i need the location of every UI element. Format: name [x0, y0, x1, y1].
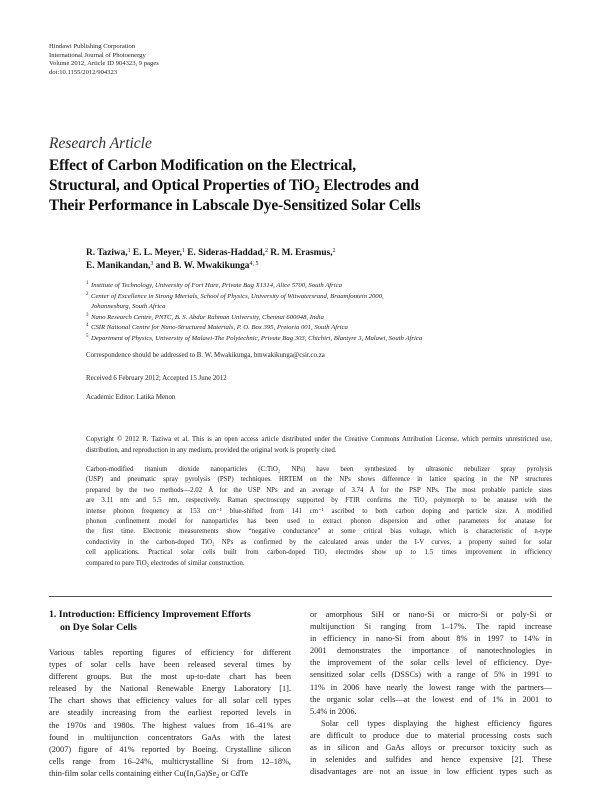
received-dates: Received 6 February 2012; Accepted 15 June 2012	[86, 375, 227, 382]
section-divider	[49, 596, 552, 597]
body-line: the organic solar cells—at the lowest end of 1% in 2001 to	[310, 694, 552, 704]
title-line	[49, 176, 549, 196]
body-line: in efficiency in nano-Si from about 8% in 1997 to 14% in	[310, 634, 552, 644]
affiliation-mark: 1	[127, 248, 131, 254]
affiliation-item	[86, 292, 422, 303]
affiliation-mark: 2	[264, 248, 268, 254]
doi[interactable]: doi:10.1155/2012/904323	[49, 68, 118, 76]
publisher-name: Hindawi Publishing Corporation	[49, 43, 136, 50]
body-line: different groups. But the most up-to-date chart has been	[49, 672, 291, 682]
body-line: 5.4% in 2006.	[310, 706, 357, 716]
author-name[interactable]: E. L. Meyer,	[130, 248, 182, 258]
body-line: in selenides and sulfides and hence expensive [2]. These	[310, 755, 552, 765]
journal-name: International Journal of Photoenergy	[49, 51, 146, 59]
abstract-line: cell applications. Practical solar cells built from carbon-doped TiO₂ electrodes show up to 1.5 times improvement in efficiency	[86, 549, 552, 557]
abstract-line: conductivity in the carbon-doped TiO₂ NPs as confirmed by the calculated areas under the I-V curves, a property suited for solar	[86, 538, 552, 546]
article-title	[49, 156, 549, 216]
affiliation-text: Institute of Technology, University of Fort Hare, Private Bag X1314, Alice 5700, South Africa	[91, 282, 342, 289]
abstract-line: are 3.11 nm and 5.5 nm, respectively. Raman spectroscopy supported by FTIR confirms the TiO₂ polymorph to be anatase with the	[86, 497, 552, 505]
abstract-line: compared to pure TiO₂ electrodes of similar construction.	[86, 559, 245, 567]
affiliation-item	[86, 313, 422, 324]
journal-header	[49, 43, 159, 77]
body-line: types of solar cells have been released several times by	[49, 660, 291, 670]
article-type: Research Article	[49, 135, 152, 152]
body-line: (2007) figure of 41% reported by Boeing. Crystalline silicon	[49, 744, 291, 754]
body-line: sensitized solar cells (DSSCs) with a range of 5% in 1991 to	[310, 670, 552, 680]
body-line: are difficult to produce due to material processing costs such	[310, 730, 552, 740]
author-name[interactable]: R. Taziwa,	[86, 248, 128, 258]
title-line: Their Performance in Labscale Dye-Sensitized Solar Cells	[49, 197, 421, 214]
abstract-line: Carbon-modified titanium dioxide nanoparticles (C:TiO₂ NPs) have been synthesized by ultrasonic nebulizer spray pyrolysis	[86, 466, 552, 473]
title-line: Effect of Carbon Modification on the Electrical,	[49, 157, 356, 174]
body-text: or CdTe	[219, 768, 249, 778]
author-list	[86, 247, 336, 274]
affiliation-text: Nano Research Centre, PNTC, B. S. Abdur Rahman University, Chennai 600048, India	[91, 313, 324, 321]
body-column-left	[49, 647, 291, 780]
affiliation-number: 4	[86, 323, 89, 329]
title-subscript: 2	[314, 185, 320, 196]
affiliation-list	[86, 281, 422, 345]
body-line: cells range from 16–24%, multicrystalline Si from 12–18%,	[49, 756, 291, 766]
body-line: the improvement of the solar cells level of efficiency. Dye-	[310, 658, 552, 668]
copyright-notice: Copyright © 2012 R. Taziwa et al. This is an open access article distributed under the Creative Commons Attribution License, which permits unrestricted use, distribution, and reproduction in any medium, provided the original work is properly cited.	[86, 436, 552, 454]
volume-info: Volume 2012, Article ID 904323, 9 pages	[49, 60, 159, 68]
affiliation-continuation: Johannesburg, South Africa	[91, 303, 166, 311]
affiliation-item	[86, 323, 422, 334]
body-line: 11% in 2006 have nearly the lowest range with the partners—	[310, 682, 552, 692]
affiliation-number: 2	[86, 291, 89, 297]
author-name[interactable]: E. Sideras-Haddad,	[184, 248, 265, 258]
body-line	[49, 768, 291, 780]
body-line: multijunction Si ranging from 1–17%. The rapid increase	[310, 622, 552, 632]
body-line: Solar cell types displaying the highest efficiency figures	[321, 718, 552, 728]
body-subscript: 2	[216, 773, 220, 780]
heading-line: on Dye Solar Cells	[60, 622, 137, 633]
heading-line: 1. Introduction: Efficiency Improvement Efforts	[49, 609, 251, 620]
abstract-line: the first time. Electronic measurements show “negative conductance” at some critical bias voltage, which is characteristic of n-type	[86, 528, 552, 536]
body-line: the 1970s and 1980s. The highest values from 16–41% are	[49, 720, 291, 730]
author-name[interactable]: and B. W. Mwakikunga	[153, 261, 250, 272]
abstract-line: phonon confinement model for nanoparticles has been used to extract phonon dispersion and other parameters for anatase for	[86, 518, 552, 526]
body-line: found in multijunction concentrators GaAs with the latest	[49, 732, 291, 742]
affiliation-mark: 2	[332, 248, 336, 254]
body-line: disadvantages are not an issue in low efficient types such as	[310, 767, 552, 777]
correspondence[interactable]: Correspondence should be addressed to B. W. Mwakikunga, bmwakikunga@csir.co.za	[86, 352, 325, 359]
body-line: as in silicon and GaAs alloys or precursor toxicity such as	[310, 743, 552, 753]
body-line: released by the National Renewable Energy Laboratory [1].	[49, 684, 291, 694]
body-text: thin-film solar cells containing either Cu(In,Ga)Se	[49, 768, 217, 778]
abstract-line: (USP) and pneumatic spray pyrolysis (PSP) techniques. HRTEM on the NPs shows difference in lattice spacing in the NP structures	[86, 476, 552, 484]
author-line	[86, 260, 336, 273]
author-name[interactable]: E. Manikandan,	[86, 261, 151, 272]
author-line	[86, 247, 336, 260]
affiliation-item	[86, 281, 422, 292]
affiliation-mark: 3	[150, 261, 154, 268]
body-line: Various tables reporting figures of efficiency for different	[49, 648, 291, 657]
body-line: 2001 demonstrates the importance of nanotechnologies in	[310, 646, 552, 656]
affiliation-mark: 1	[181, 248, 185, 254]
affiliation-text: Center of Excellence in Strong Mterials, School of Physics, University of Witwatersrand, Braamfontein 2000,	[91, 292, 384, 300]
affiliation-mark: 4, 5	[249, 261, 259, 268]
author-name[interactable]: R. M. Erasmus,	[267, 248, 333, 258]
affiliation-number: 3	[86, 312, 89, 318]
affiliation-text: Department of Physics, University of Malawi-The Polytechnic, Private Bag 303, Chichiri, Blantyre 3, Malawi, South Africa	[91, 334, 423, 342]
abstract	[86, 465, 552, 569]
body-line: or amorphous SiH or nano-Si or micro-Si or poly-Si or	[310, 610, 552, 619]
academic-editor: Academic Editor: Latika Menon	[86, 394, 176, 401]
affiliation-number: 1	[86, 281, 89, 286]
affiliation-item	[86, 334, 422, 345]
body-line: The chart shows that efficiency values for all solar cell types	[49, 696, 291, 706]
body-column-right	[310, 609, 552, 778]
body-line: are steadily increasing from the earliest reported levels in	[49, 708, 291, 718]
affiliation-text: CSIR National Centre for Nano-Structured Materials, P. O. Box 395, Pretoria 001, South Africa	[91, 324, 348, 332]
title-text: Electrodes and	[319, 177, 419, 194]
abstract-line: intense phonon frequency at 153 cm⁻¹ blue-shifted from 141 cm⁻¹ ascribed to both carbon doping and particle size. A modified	[86, 507, 552, 515]
abstract-line: prepared by the two methods—2.02 Å for the USP NPs and an average of 3.74 Å for the PSP NPs. The most probable particle sizes	[86, 486, 552, 494]
affiliation-number: 5	[86, 333, 89, 339]
section-heading	[49, 608, 299, 634]
title-text: Structural, and Optical Properties of TiO	[49, 177, 315, 194]
